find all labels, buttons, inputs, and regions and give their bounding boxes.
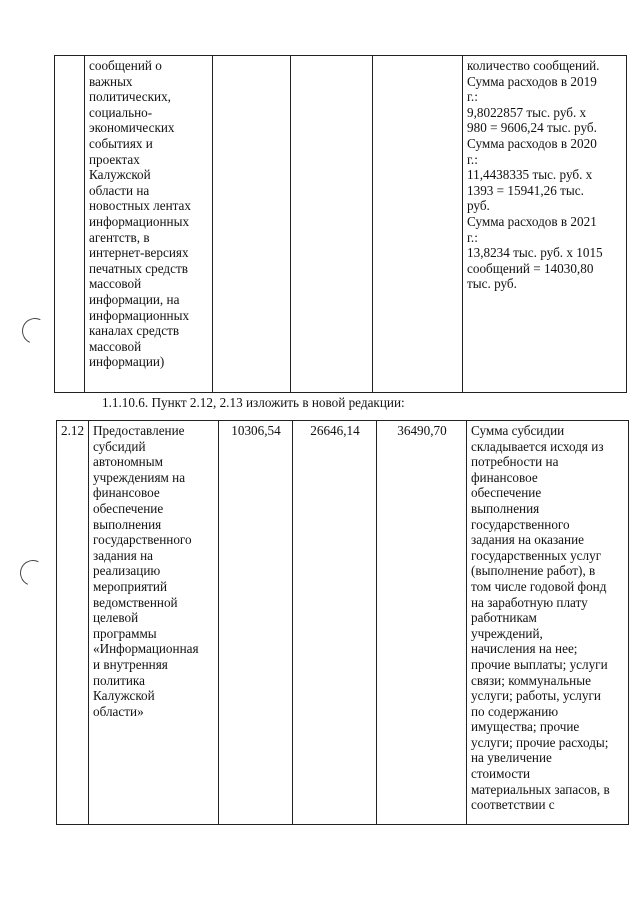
calculation-note-cell [467,421,629,825]
punch-hole-mark [18,314,51,347]
measure-name-text: Предоставление субсидий автономным учреждениям на финансовое обеспечение выполнения государственного задания на реализацию мероприятий ведомственной целевой программы «Информационная и внутренняя политика Калужской области» [93,423,199,719]
table-row [57,421,629,825]
budget-table-new-edition [56,420,629,825]
calculation-note-text: количество сообщений. Сумма расходов в 2019 г.: 9,8022857 тыс. руб. х 980 = 9606,24 тыс. руб. Сумма расходов в 2020 г.: 11,4438335 тыс. руб. х 1393 = 15941,26 тыс. руб. Сумма расходов в 2021 г.: 13,8234 тыс. руб. х 1015 сообщений = 14030,80 тыс. руб. [467,58,603,292]
amount-2019: 10306,54 [231,423,281,438]
amount-2020-cell [293,421,377,825]
amount-2020: 26646,14 [310,423,360,438]
amount-2020-cell [291,56,373,393]
measure-name-cell [85,56,213,393]
row-number-cell [57,421,89,825]
measure-name-cell [89,421,219,825]
budget-table-continued [54,55,627,393]
row-number-cell [55,56,85,393]
table-row [55,56,627,393]
amount-2021: 36490,70 [397,423,447,438]
amount-2021-cell [377,421,467,825]
punch-hole-mark [16,556,49,589]
calculation-note-cell [463,56,627,393]
row-number: 2.12 [61,423,85,438]
amount-2019-cell [213,56,291,393]
measure-name-text: сообщений о важных политических, социально- экономических событиях и проектах Калужской области на новостных лентах информационных агентств, в интернет-версиях печатных средств массовой информации, на информационных каналах средств массовой информации) [89,58,191,370]
amount-2019-cell [219,421,293,825]
amount-2021-cell [373,56,463,393]
calculation-note-text: Сумма субсидии складывается исходя из потребности на финансовое обеспечение выполнения государственного задания на оказание государственных услуг (выполнение работ), в том числе годовой фонд на заработную плату работникам учреждений, начисления на нее; прочие выплаты; услуги связи; коммунальные услуги; работы, услуги по содержанию имущества; прочие услуги; прочие расходы; на увеличение стоимости материальных запасов, в соответствии с [471,423,610,813]
amendment-paragraph: 1.1.10.6. Пункт 2.12, 2.13 изложить в новой редакции: [102,395,405,410]
